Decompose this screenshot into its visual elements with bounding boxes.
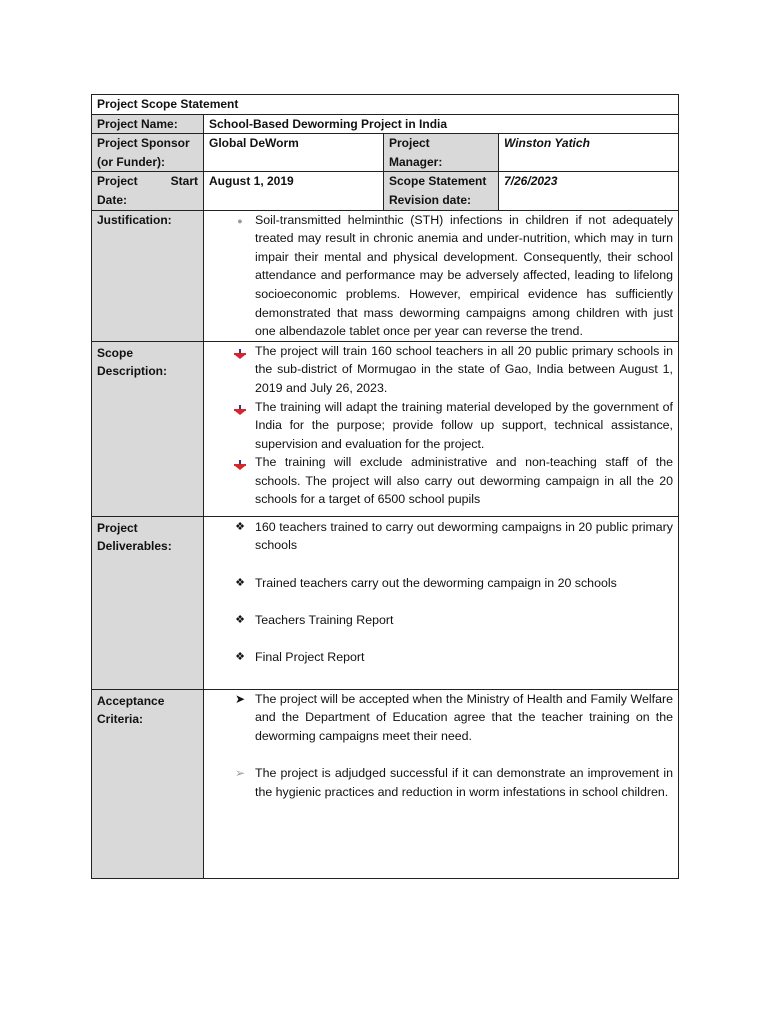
revision-label-line2: Revision date: bbox=[389, 192, 472, 207]
project-name-value: School-Based Deworming Project in India bbox=[204, 114, 679, 134]
deliverables-label-line2: Deliverables: bbox=[97, 539, 172, 554]
list-item bbox=[235, 574, 673, 593]
scope-statement-table bbox=[91, 94, 679, 879]
acceptance-cell bbox=[204, 689, 679, 878]
sponsor-label bbox=[92, 134, 204, 172]
arrowhead-icon: ➤ bbox=[234, 691, 246, 706]
start-date-label-a: Project bbox=[97, 174, 138, 189]
spacer bbox=[255, 629, 673, 648]
start-date-label-b: Start bbox=[170, 174, 198, 189]
sponsor-label-line2: (or Funder): bbox=[97, 154, 165, 169]
manager-label-line2: Manager: bbox=[389, 154, 443, 169]
manager-label-line1: Project bbox=[389, 136, 430, 151]
four-diamond-icon: ❖ bbox=[235, 613, 245, 626]
scope-item-text: The training will adapt the training material developed by the government of India for the purpose; provide follow up support, technical assistance, supervision and evaluation for the project. bbox=[255, 399, 673, 451]
start-date-label-line2: Date: bbox=[97, 192, 128, 207]
deliverables-label bbox=[92, 516, 204, 689]
project-name-label: Project Name: bbox=[92, 114, 204, 134]
deliverables-label-line1: Project bbox=[97, 520, 138, 535]
deliverables-row bbox=[92, 516, 679, 689]
justification-cell bbox=[204, 210, 679, 341]
scope-item-text: The project will train 160 school teachers in all 20 public primary schools in the sub-district of Mormugao in the state of Gao, India between August 1, 2019 and July 26, 2023. bbox=[255, 343, 673, 395]
deliverables-cell bbox=[204, 516, 679, 689]
scope-label-line2: Description: bbox=[97, 364, 168, 379]
scope-row bbox=[92, 341, 679, 516]
justification-label: Justification: bbox=[92, 210, 204, 341]
revision-label bbox=[384, 172, 499, 210]
deliverable-text: Trained teachers carry out the deworming campaign in 20 schools bbox=[255, 575, 617, 590]
list-item bbox=[235, 518, 673, 555]
dot-icon: ● bbox=[237, 215, 243, 226]
revision-label-line1: Scope Statement bbox=[389, 174, 487, 189]
manager-value: Winston Yatich bbox=[499, 134, 679, 172]
scope-label-line1: Scope bbox=[97, 345, 134, 360]
sponsor-row bbox=[92, 134, 679, 172]
list-item bbox=[235, 648, 673, 667]
sponsor-value: Global DeWorm bbox=[204, 134, 384, 172]
acceptance-label bbox=[92, 689, 204, 878]
manager-label bbox=[384, 134, 499, 172]
deliverable-text: 160 teachers trained to carry out deworming campaigns in 20 public primary schools bbox=[255, 519, 673, 553]
acceptance-text: The project will be accepted when the Ministry of Health and Family Welfare and the Department of Education agree that the teacher training on the deworming campaigns meet their need. bbox=[255, 691, 673, 743]
acceptance-label-line2: Criteria: bbox=[97, 712, 144, 727]
flag-arrow-icon bbox=[231, 346, 249, 365]
list-item bbox=[234, 690, 673, 746]
project-name-row bbox=[92, 114, 679, 134]
start-date-value: August 1, 2019 bbox=[204, 172, 384, 210]
start-date-label bbox=[92, 172, 204, 210]
four-diamond-icon: ❖ bbox=[235, 576, 245, 589]
list-item bbox=[255, 398, 673, 454]
start-date-label-line1 bbox=[97, 172, 198, 191]
flag-arrow-icon bbox=[231, 402, 249, 421]
acceptance-text: The project is adjudged successful if it can demonstrate an improvement in the hygienic practices and reduction in worm infestations in school children. bbox=[255, 766, 673, 799]
deliverable-text: Teachers Training Report bbox=[255, 612, 394, 627]
title-row bbox=[92, 95, 679, 115]
spacer bbox=[255, 592, 673, 611]
list-item bbox=[237, 211, 673, 341]
scope-cell bbox=[204, 341, 679, 516]
revision-value: 7/26/2023 bbox=[499, 172, 679, 210]
acceptance-row bbox=[92, 689, 679, 878]
dates-row bbox=[92, 172, 679, 210]
list-item bbox=[255, 342, 673, 398]
justification-list bbox=[209, 211, 673, 341]
deliverable-text: Final Project Report bbox=[255, 649, 365, 664]
sponsor-label-line1: Project Sponsor bbox=[97, 136, 190, 151]
scope-list bbox=[209, 342, 673, 509]
scope-label bbox=[92, 341, 204, 516]
four-diamond-icon: ❖ bbox=[235, 650, 245, 663]
list-item bbox=[255, 453, 673, 509]
spacer bbox=[255, 555, 673, 574]
scope-item-text: The training will exclude administrative and non-teaching staff of the schools. The project will also carry out deworming campaign in all the 20 schools for a target of 6500 school pupils bbox=[255, 455, 673, 507]
acceptance-label-line1: Acceptance bbox=[97, 693, 165, 708]
arrowhead-icon: ➢ bbox=[234, 766, 246, 781]
list-item bbox=[235, 611, 673, 630]
four-diamond-icon: ❖ bbox=[235, 520, 245, 533]
justification-text: Soil-transmitted helminthic (STH) infections in children if not adequately treated may result in chronic anemia and under-nutrition, which may in turn impair their mental and physical development. Consequently, their school attendance and performance may be adversely affected, leading to lifelong socioeconomic problems. However, empirical evidence has sufficiently demonstrated that mass deworming campaigns among children with just one albendazole tablet once per year can reverse the trend. bbox=[255, 212, 673, 339]
spacer bbox=[255, 746, 673, 765]
acceptance-list bbox=[209, 690, 673, 802]
justification-row bbox=[92, 210, 679, 341]
deliverables-list bbox=[209, 518, 673, 667]
table-title: Project Scope Statement bbox=[92, 95, 679, 115]
flag-arrow-icon bbox=[231, 457, 249, 476]
list-item bbox=[234, 764, 673, 801]
